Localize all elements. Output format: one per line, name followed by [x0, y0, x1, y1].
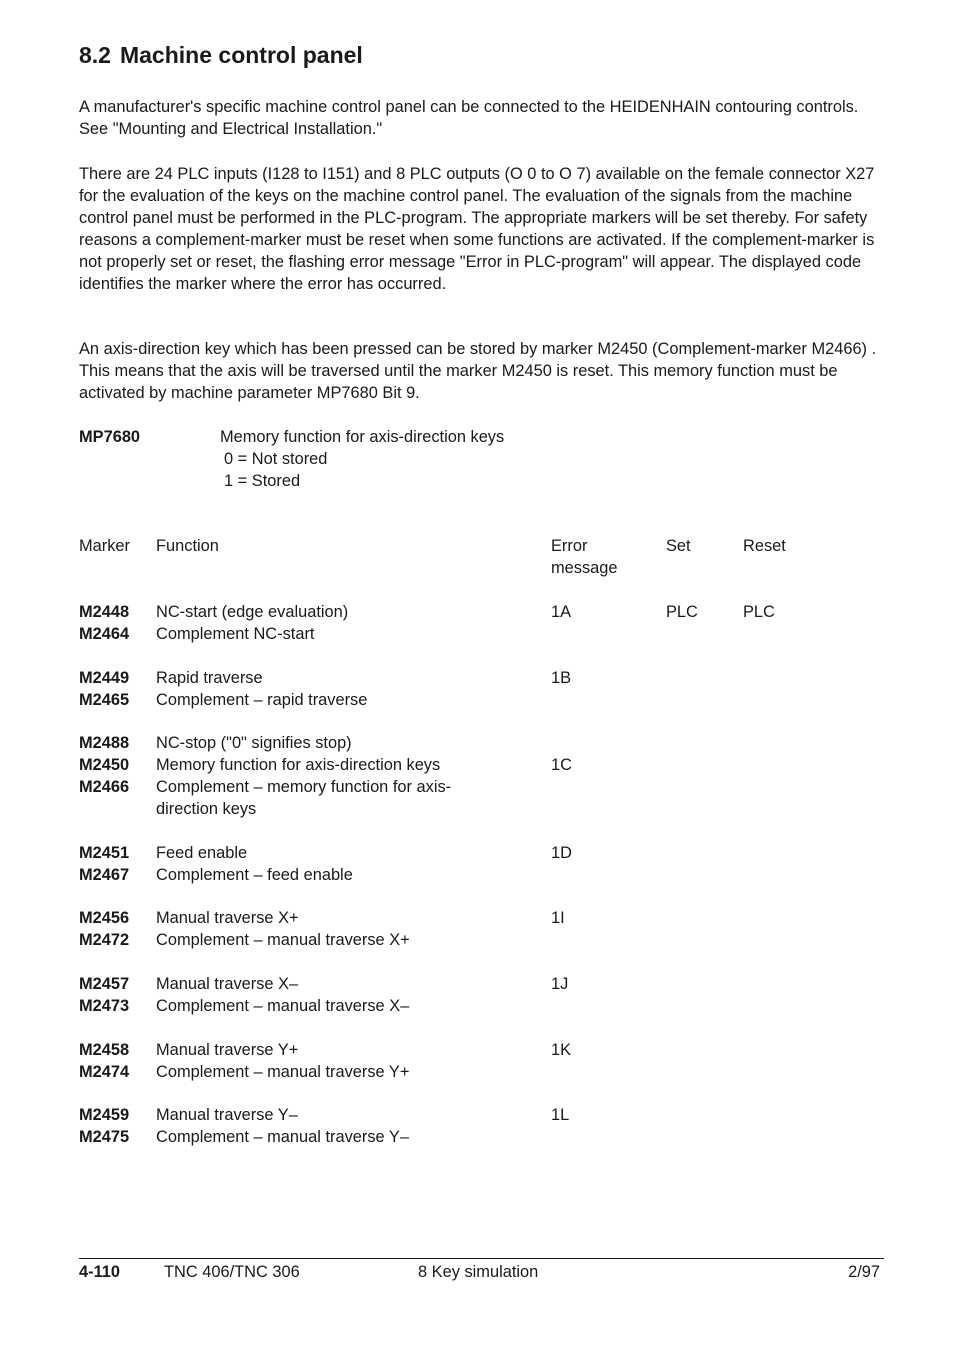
- row-marker: M2459: [79, 1106, 130, 1124]
- header-function: Function: [156, 537, 219, 555]
- row-marker: M2464: [79, 625, 130, 643]
- row-function: direction keys: [156, 800, 257, 818]
- row-error-code: 1C: [551, 756, 572, 774]
- parameter-option: 0 = Not stored: [224, 450, 328, 468]
- row-function: Complement – manual traverse Y–: [156, 1128, 409, 1146]
- row-marker: M2451: [79, 844, 130, 862]
- plc-io-paragraph: There are 24 PLC inputs (I128 to I151) and 8 PLC outputs (O 0 to O 7) available on the female connector X27 for the evaluation of the keys on the machine control panel. The evaluation of the signals from the machine control panel must be performed in the PLC-program. The appropriate markers will be set thereby. For safety reasons a complement-marker must be reset when some functions are activated. If the complement-marker is not properly set or reset, the flashing error message "Error in PLC-program" will appear. The displayed code identifies the marker where the error has occurred.: [79, 165, 875, 293]
- row-marker: M2488: [79, 734, 130, 752]
- row-function: Manual traverse X+: [156, 909, 299, 927]
- row-set: PLC: [666, 603, 698, 621]
- row-marker: M2475: [79, 1128, 130, 1146]
- row-marker: M2457: [79, 975, 130, 993]
- header-error: Error: [551, 537, 588, 555]
- header-set: Set: [666, 537, 691, 555]
- row-function: Memory function for axis-direction keys: [156, 756, 441, 774]
- row-marker: M2456: [79, 909, 130, 927]
- section-number: 8.2: [79, 42, 111, 68]
- axis-direction-paragraph: An axis-direction key which has been pressed can be stored by marker M2450 (Complement-marker M2466) . This means that the axis will be traversed until the marker M2450 is reset. This memory function must be activated by machine parameter MP7680 Bit 9.: [79, 340, 877, 402]
- section-heading: [79, 42, 363, 69]
- row-function: Manual traverse Y+: [156, 1041, 299, 1059]
- footer-divider: [79, 1258, 884, 1259]
- parameter-code: MP7680: [79, 428, 141, 446]
- row-function: Rapid traverse: [156, 669, 263, 687]
- row-marker: M2474: [79, 1063, 130, 1081]
- row-error-code: 1L: [551, 1106, 570, 1124]
- footer-page-number: 4-110: [79, 1263, 121, 1281]
- row-function: NC-start (edge evaluation): [156, 603, 349, 621]
- row-function: Feed enable: [156, 844, 248, 862]
- row-error-code: 1A: [551, 603, 572, 621]
- row-function: Complement – rapid traverse: [156, 691, 368, 709]
- row-function: Complement – feed enable: [156, 866, 353, 884]
- row-reset: PLC: [743, 603, 775, 621]
- row-marker: M2449: [79, 669, 130, 687]
- footer-model: TNC 406/TNC 306: [164, 1263, 300, 1281]
- header-marker: Marker: [79, 537, 130, 555]
- row-function: Complement NC-start: [156, 625, 315, 643]
- row-marker: M2473: [79, 997, 130, 1015]
- row-marker: M2465: [79, 691, 130, 709]
- parameter-option: 1 = Stored: [224, 472, 301, 490]
- section-title: Machine control panel: [119, 42, 363, 68]
- row-error-code: 1J: [551, 975, 569, 993]
- row-function: Manual traverse X–: [156, 975, 299, 993]
- row-marker: M2458: [79, 1041, 130, 1059]
- row-error-code: 1K: [551, 1041, 572, 1059]
- row-function: Complement – manual traverse X–: [156, 997, 410, 1015]
- parameter-description: Memory function for axis-direction keys: [220, 428, 505, 446]
- row-function: NC-stop ("0" signifies stop): [156, 734, 352, 752]
- row-marker: M2450: [79, 756, 130, 774]
- row-marker: M2466: [79, 778, 130, 796]
- row-function: Complement – memory function for axis-: [156, 778, 452, 796]
- row-marker: M2472: [79, 931, 130, 949]
- row-function: Complement – manual traverse X+: [156, 931, 410, 949]
- row-marker: M2467: [79, 866, 130, 884]
- row-function: Manual traverse Y–: [156, 1106, 298, 1124]
- footer-date: 2/97: [848, 1263, 880, 1281]
- header-error-line2: message: [551, 559, 618, 577]
- header-reset: Reset: [743, 537, 786, 555]
- row-error-code: 1B: [551, 669, 572, 687]
- row-function: Complement – manual traverse Y+: [156, 1063, 410, 1081]
- row-error-code: 1D: [551, 844, 572, 862]
- footer-chapter: 8 Key simulation: [418, 1263, 539, 1281]
- row-marker: M2448: [79, 603, 130, 621]
- intro-paragraph: A manufacturer's specific machine control panel can be connected to the HEIDENHAIN contouring controls. See "Mounting and Electrical Installation.": [79, 98, 859, 138]
- row-error-code: 1I: [551, 909, 565, 927]
